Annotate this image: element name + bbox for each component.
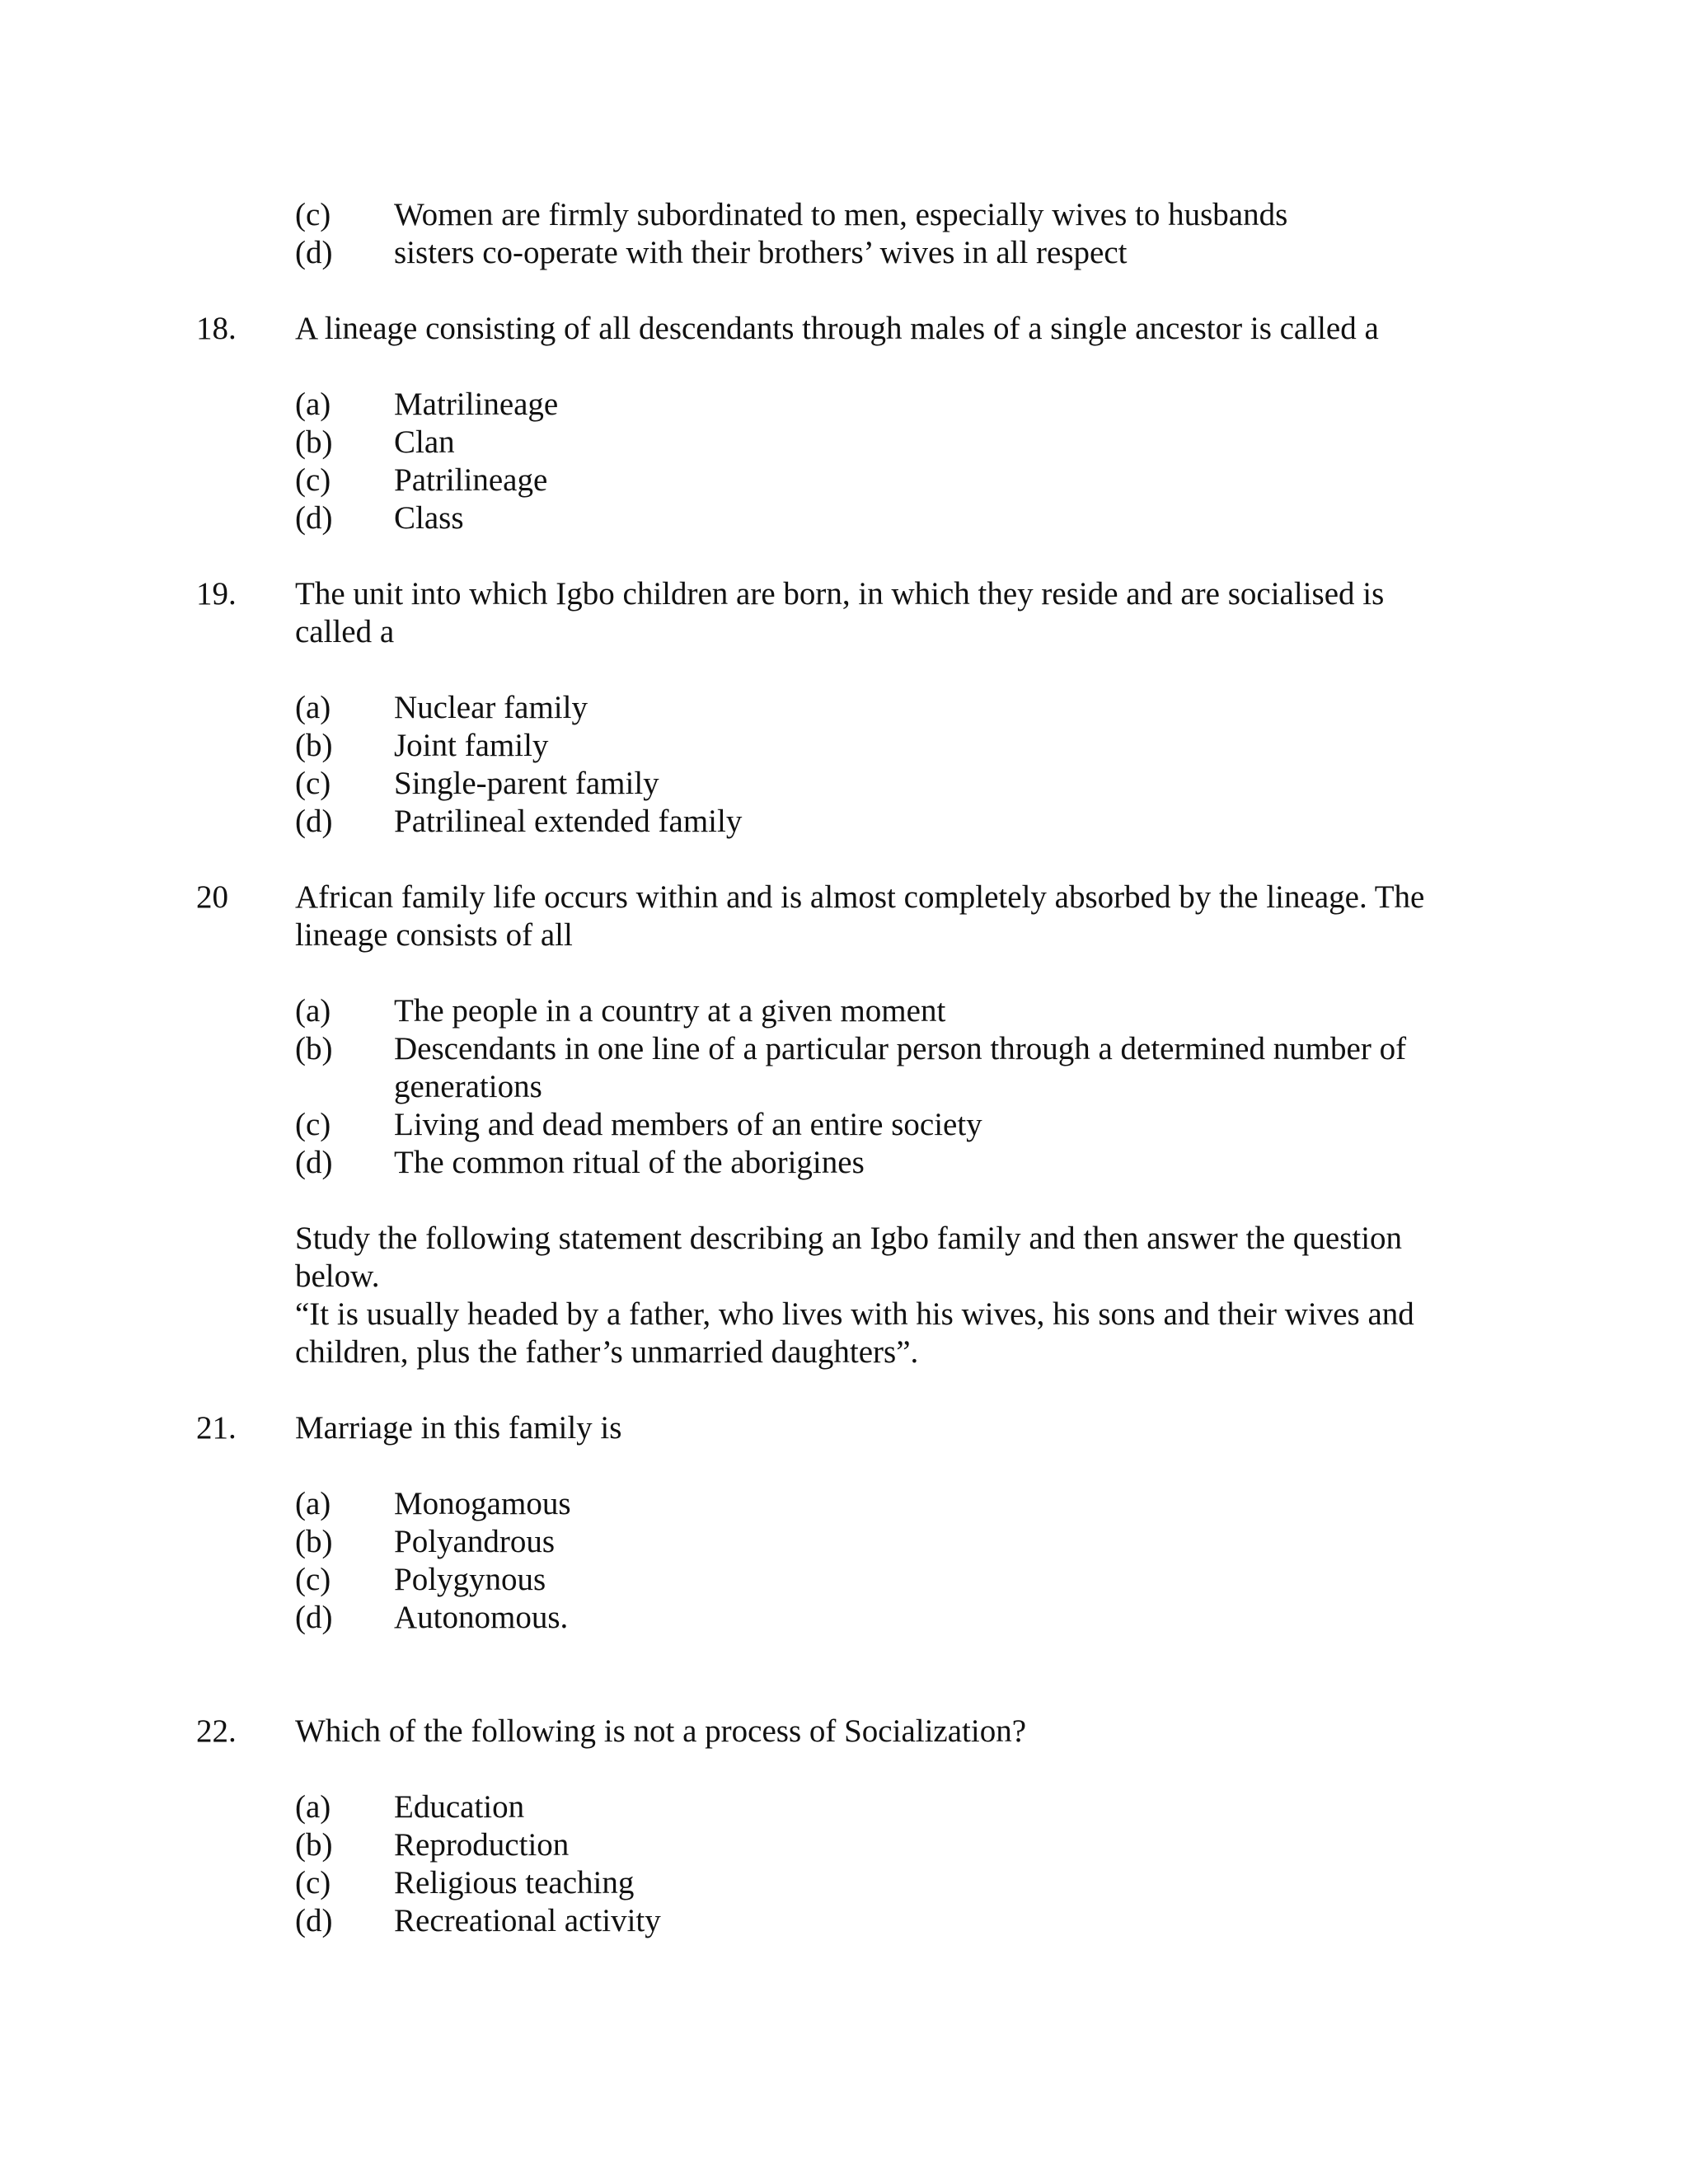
option-text: Recreational activity [394,1903,661,1938]
option-text: Polygynous [394,1562,546,1597]
option-text: Patrilineage [394,462,548,498]
question-text: Which of the following is not a process of Socialization? [295,1713,1027,1749]
option-text: Clan [394,424,455,460]
option-letter: (b) [295,1031,333,1066]
option-text: Descendants in one line of a particular person through a determined number of [394,1031,1407,1066]
option-letter: (a) [295,1789,331,1825]
option-text: Living and dead members of an entire society [394,1107,982,1142]
option-text: Nuclear family [394,690,588,725]
option-letter: (d) [295,235,333,270]
question-number: 21. [196,1410,237,1446]
option-letter: (c) [295,1865,331,1900]
question-number: 22. [196,1713,237,1749]
passage-line: Study the following statement describing an Igbo family and then answer the question [295,1221,1403,1256]
option-text: Polyandrous [394,1524,555,1559]
option-letter: (d) [295,1600,333,1635]
option-letter: (b) [295,1524,333,1559]
option-letter: (a) [295,387,331,422]
option-letter: (c) [295,1107,331,1142]
option-letter: (c) [295,462,331,498]
question-text: called a [295,614,395,649]
option-letter: (a) [295,1486,331,1521]
question-number: 20 [196,879,228,915]
option-text: generations [394,1069,542,1104]
option-letter: (c) [295,1562,331,1597]
question-text: A lineage consisting of all descendants through males of a single ancestor is called a [295,311,1379,346]
option-letter: (c) [295,766,331,801]
passage-line: below. [295,1258,380,1294]
option-letter: (b) [295,1827,333,1863]
option-text: Class [394,500,464,536]
option-text: Joint family [394,728,549,763]
option-text: sisters co-operate with their brothers’ wives in all respect [394,235,1128,270]
option-text: Patrilineal extended family [394,804,743,839]
option-text: Education [394,1789,525,1825]
option-text: Reproduction [394,1827,570,1863]
option-letter: (b) [295,728,333,763]
option-text: Monogamous [394,1486,571,1521]
option-letter: (d) [295,1903,333,1938]
option-text: The people in a country at a given moment [394,993,946,1029]
question-text: Marriage in this family is [295,1410,622,1446]
question-number: 18. [196,311,237,346]
option-text: Autonomous. [394,1600,569,1635]
option-letter: (d) [295,1145,333,1180]
option-letter: (a) [295,690,331,725]
option-letter: (d) [295,804,333,839]
question-number: 19. [196,576,237,612]
option-text: The common ritual of the aborigines [394,1145,865,1180]
passage-line: “It is usually headed by a father, who lives with his wives, his sons and their wives and [295,1296,1414,1332]
question-text: The unit into which Igbo children are born, in which they reside and are socialised is [295,576,1385,612]
option-letter: (b) [295,424,333,460]
option-text: Single-parent family [394,766,659,801]
option-letter: (c) [295,197,331,232]
option-text: Religious teaching [394,1865,635,1900]
option-text: Matrilineage [394,387,559,422]
question-text: lineage consists of all [295,917,573,953]
option-text: Women are firmly subordinated to men, especially wives to husbands [394,197,1288,232]
question-text: African family life occurs within and is almost completely absorbed by the lineage. The [295,879,1425,915]
option-letter: (d) [295,500,333,536]
option-letter: (a) [295,993,331,1029]
passage-line: children, plus the father’s unmarried daughters”. [295,1334,919,1370]
